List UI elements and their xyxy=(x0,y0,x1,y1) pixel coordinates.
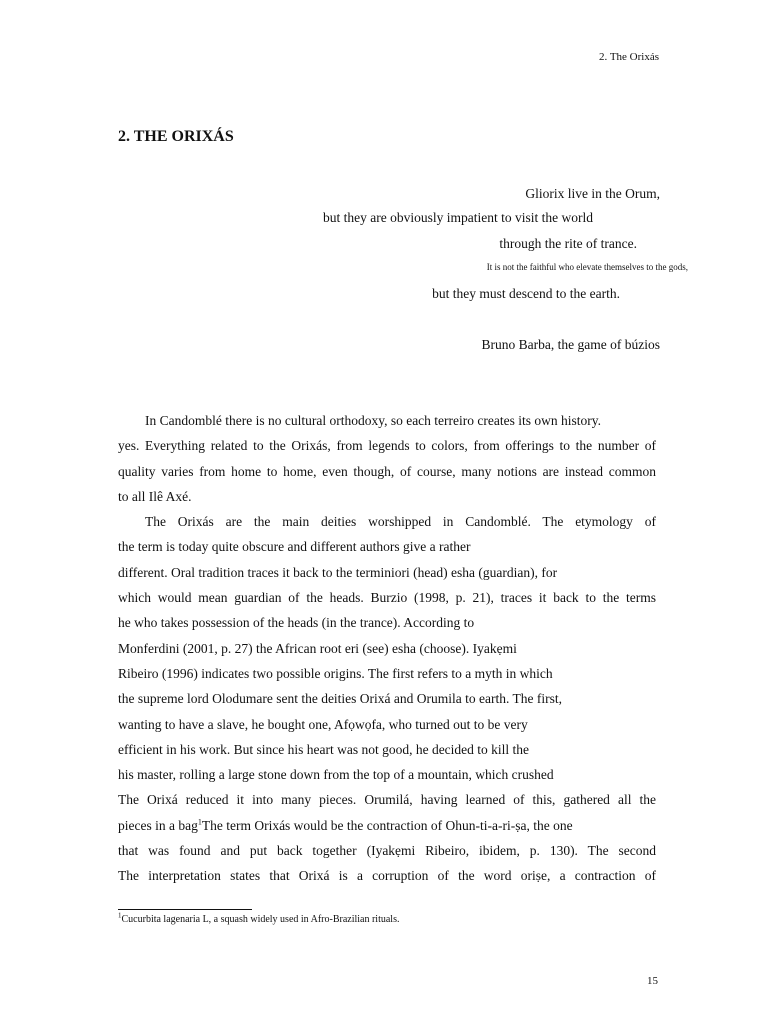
running-header: 2. The Orixás xyxy=(599,51,659,63)
epigraph-line: Gliorix live in the Orum, xyxy=(525,186,660,201)
body-line: The Orixá reduced it into many pieces. Orumilá, having learned of this, gathered all the xyxy=(118,792,656,808)
body-line: the supreme lord Olodumare sent the deities Orixá and Orumila to earth. The first, xyxy=(118,691,562,707)
epigraph-line: but they are obviously impatient to visit the world xyxy=(323,210,593,225)
epigraph-attribution: Bruno Barba, the game of búzios xyxy=(481,337,660,352)
body-line: the term is today quite obscure and different authors give a rather xyxy=(118,539,471,555)
body-line: The interpretation states that Orixá is a corruption of the word oriṣe, a contraction of xyxy=(118,868,656,884)
body-line: In Candomblé there is no cultural orthodoxy, so each terreiro creates its own history. xyxy=(145,413,601,428)
body-line: his master, rolling a large stone down from the top of a mountain, which crushed xyxy=(118,767,554,783)
chapter-title: 2. THE ORIXÁS xyxy=(118,128,234,145)
body-line: he who takes possession of the heads (in the trance). According to xyxy=(118,615,475,631)
body-line: Monferdini (2001, p. 27) the African root eri (see) esha (choose). Iyakẹmi xyxy=(118,640,517,656)
body-line: quality varies from home to home, even though, of course, many notions are instead common xyxy=(118,463,656,479)
epigraph-line: but they must descend to the earth. xyxy=(432,286,620,301)
footnote-marker: 1 xyxy=(118,911,122,920)
body-line: yes. Everything related to the Orixás, from legends to colors, from offerings to the number of xyxy=(118,438,656,454)
footnote-divider xyxy=(118,909,252,910)
body-text xyxy=(118,408,656,889)
body-line: wanting to have a slave, he bought one, Afọwọfa, who turned out to be very xyxy=(118,716,528,732)
body-line: that was found and put back together (Iyakẹmi Ribeiro, ibidem, p. 130). The second xyxy=(118,843,656,859)
body-line: efficient in his work. But since his heart was not good, he decided to kill the xyxy=(118,741,530,757)
body-line-with-footnote xyxy=(118,813,656,838)
body-line: to all Ilê Axé. xyxy=(118,488,192,504)
footnote xyxy=(118,911,400,925)
epigraph-line: It is not the faithful who elevate themselves to the gods, xyxy=(486,262,688,272)
epigraph-line: through the rite of trance. xyxy=(499,236,637,251)
body-line: The Orixás are the main deities worshipped in Candomblé. The etymology of xyxy=(145,514,656,530)
body-line: different. Oral tradition traces it back to the terminiori (head) esha (guardian), for xyxy=(118,564,558,580)
body-line-part: pieces in a bag xyxy=(118,817,198,833)
body-line-part: The term Orixás would be the contraction of Ohun-ti-a-ri-ṣa, the one xyxy=(201,817,573,833)
footnote-text: Cucurbita lagenaria L, a squash widely used in Afro-Brazilian rituals. xyxy=(121,914,400,925)
page-number: 15 xyxy=(647,975,658,987)
footnote-ref[interactable]: 1 xyxy=(197,817,202,827)
body-line: Ribeiro (1996) indicates two possible origins. The first refers to a myth in which xyxy=(118,665,553,681)
body-line: which would mean guardian of the heads. Burzio (1998, p. 21), traces it back to the terms xyxy=(118,590,656,606)
